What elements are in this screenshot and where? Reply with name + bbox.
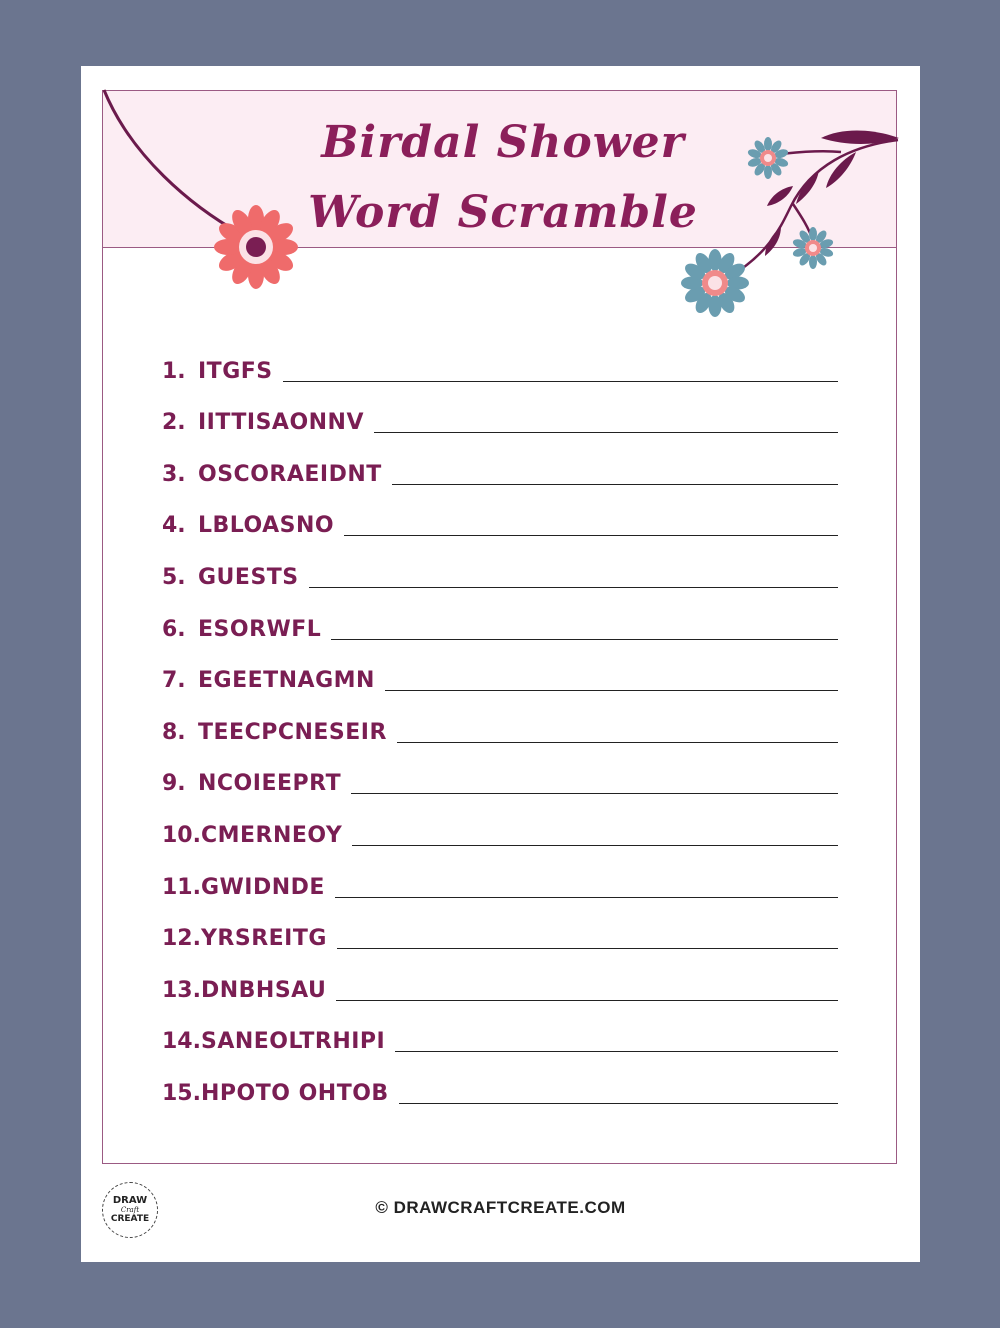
list-item	[162, 385, 838, 437]
scrambled-word: ITGFS	[198, 358, 273, 384]
copyright-footer: © DRAWCRAFTCREATE.COM	[375, 1198, 626, 1217]
list-item	[162, 591, 838, 643]
title-line-1: Birdal Shower	[321, 117, 685, 168]
scrambled-word: EGEETNAGMN	[198, 668, 375, 694]
teal-flower-icon	[792, 227, 834, 269]
item-number: 5.	[162, 564, 186, 590]
list-item	[162, 1004, 838, 1056]
list-item	[162, 694, 838, 746]
answer-line[interactable]	[395, 1051, 838, 1052]
teal-flower-icon	[747, 137, 789, 179]
scrambled-word: SANEOLTRHIPI	[200, 1029, 386, 1055]
scrambled-word: ESORWFL	[198, 616, 322, 642]
list-item	[162, 797, 838, 849]
logo-line-3: CREATE	[110, 1214, 150, 1224]
item-number: 3.	[162, 461, 186, 487]
scrambled-word: HPOTO OHTOB	[200, 1080, 389, 1106]
answer-line[interactable]	[309, 587, 838, 588]
scrambled-word: OSCORAEIDNT	[198, 461, 382, 487]
logo-line-1: DRAW	[112, 1195, 148, 1206]
answer-line[interactable]	[352, 845, 838, 846]
scrambled-word: LBLOASNO	[198, 513, 335, 539]
item-number: 8.	[162, 719, 186, 745]
item-number: 13.	[162, 977, 201, 1003]
list-item	[162, 746, 838, 798]
item-number: 10.	[162, 822, 201, 848]
answer-line[interactable]	[397, 742, 838, 743]
vine-leaves	[765, 131, 899, 257]
answer-line[interactable]	[337, 948, 838, 949]
answer-line[interactable]	[351, 793, 838, 794]
answer-line[interactable]	[344, 535, 838, 536]
scrambled-word: IITTISAONNV	[198, 410, 364, 436]
scramble-list	[162, 333, 838, 1107]
scrambled-word: GUESTS	[198, 564, 299, 590]
scrambled-word: CMERNEOY	[200, 822, 343, 848]
list-item	[162, 901, 838, 953]
item-number: 4.	[162, 513, 186, 539]
item-number: 15.	[162, 1080, 201, 1106]
list-item	[162, 333, 838, 385]
vine-icon	[104, 90, 241, 234]
coral-flower-icon	[214, 205, 298, 289]
logo-line-2: Craft	[120, 1206, 140, 1214]
item-number: 14.	[162, 1029, 201, 1055]
answer-line[interactable]	[331, 639, 838, 640]
answer-line[interactable]	[385, 690, 838, 691]
scrambled-word: DNBHSAU	[200, 977, 327, 1003]
item-number: 7.	[162, 668, 186, 694]
answer-line[interactable]	[283, 381, 838, 382]
list-item	[162, 1055, 838, 1107]
scrambled-word: NCOIEEPRT	[198, 771, 342, 797]
floral-decoration	[81, 66, 920, 366]
list-item	[162, 436, 838, 488]
list-item	[162, 643, 838, 695]
answer-line[interactable]	[336, 1000, 838, 1001]
scrambled-word: TEECPCNESEIR	[198, 719, 387, 745]
teal-flower-icon	[681, 249, 749, 317]
list-item	[162, 539, 838, 591]
list-item	[162, 952, 838, 1004]
answer-line[interactable]	[374, 432, 838, 433]
list-item	[162, 488, 838, 540]
title-line-2: Word Scramble	[308, 187, 698, 238]
item-number: 12.	[162, 926, 201, 952]
item-number: 9.	[162, 771, 186, 797]
list-item	[162, 849, 838, 901]
item-number: 6.	[162, 616, 186, 642]
item-number: 11.	[162, 874, 201, 900]
scrambled-word: GWIDNDE	[200, 874, 325, 900]
answer-line[interactable]	[399, 1103, 838, 1104]
answer-line[interactable]	[392, 484, 838, 485]
answer-line[interactable]	[335, 897, 838, 898]
item-number: 2.	[162, 410, 186, 436]
item-number: 1.	[162, 358, 186, 384]
scrambled-word: YRSREITG	[200, 926, 327, 952]
